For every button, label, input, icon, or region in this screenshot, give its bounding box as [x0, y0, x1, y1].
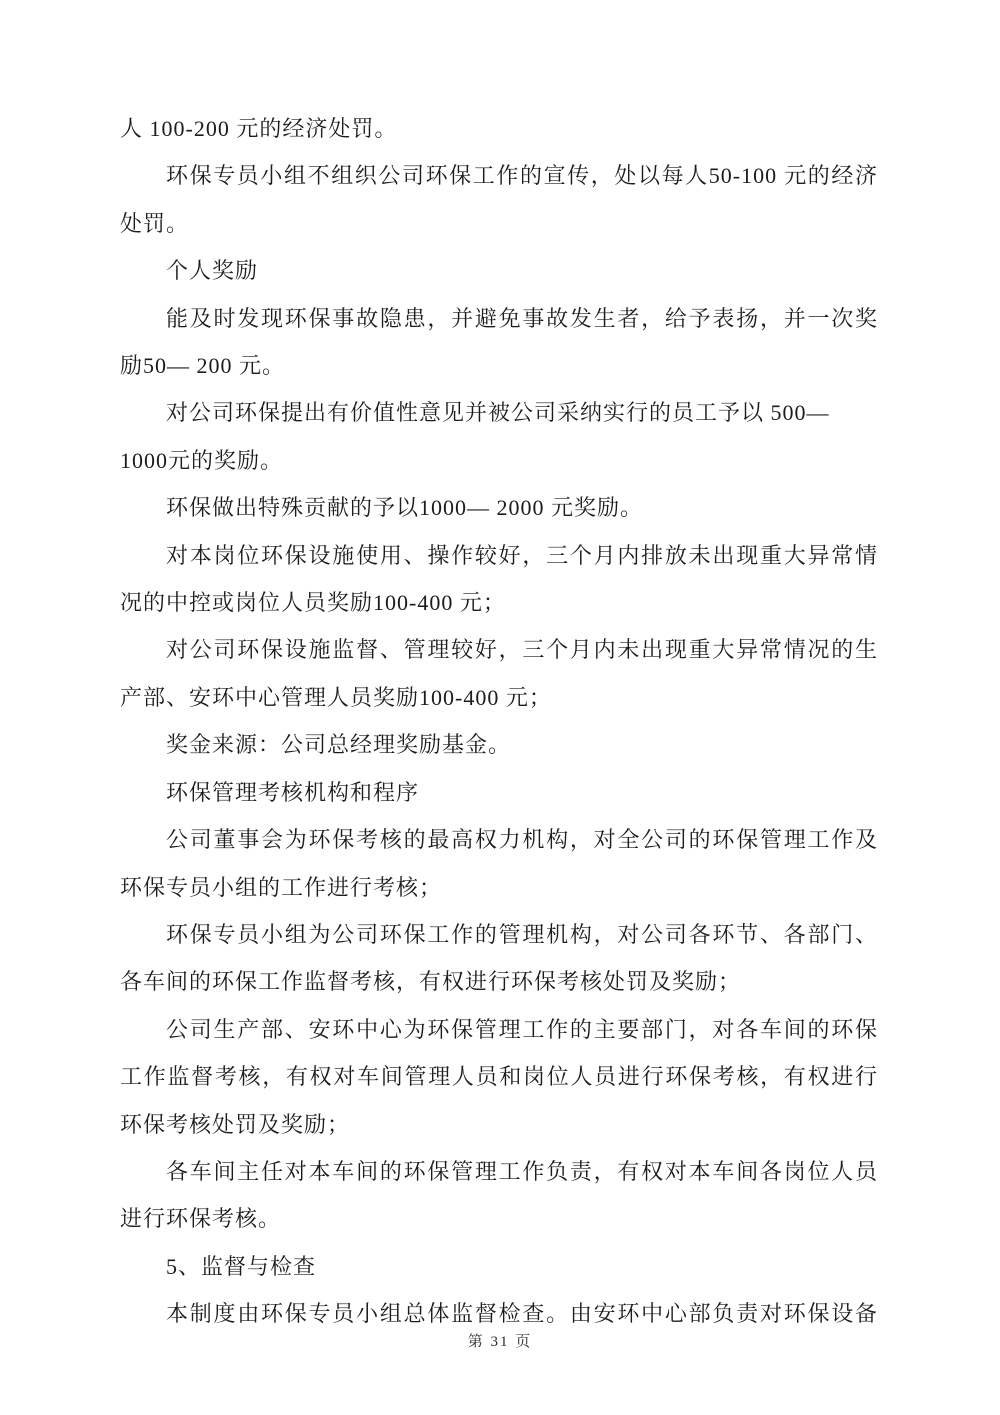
- document-body: [120, 105, 878, 1338]
- text-line: 处罚。: [120, 210, 190, 236]
- text-line: 各车间的环保工作监督考核，有权进行环保考核处罚及奖励；: [120, 969, 742, 995]
- text-line: 产部、安环中心管理人员奖励100-400 元；: [120, 684, 552, 710]
- text-line: 环保专员小组的工作进行考核；: [120, 874, 443, 900]
- page-number-footer: 第 31 页: [467, 1334, 533, 1350]
- text-line: 环保管理考核机构和程序: [166, 779, 420, 805]
- text-line: 公司董事会为环保考核的最高权力机构，对全公司的环保管理工作及: [166, 827, 878, 853]
- text-line: 对公司环保提出有价值性意见并被公司采纳实行的员工予以 500—: [166, 400, 830, 426]
- text-line: 工作监督考核，有权对车间管理人员和岗位人员进行环保考核，有权进行: [120, 1064, 878, 1090]
- text-line: 人 100-200 元的经济处罚。: [120, 116, 398, 141]
- text-line: 各车间主任对本车间的环保管理工作负责，有权对本车间各岗位人员: [166, 1158, 878, 1184]
- text-line: 况的中控或岗位人员奖励100-400 元；: [120, 590, 506, 616]
- text-line: 能及时发现环保事故隐患，并避免事故发生者，给予表扬，并一次奖: [166, 305, 878, 331]
- text-line: 个人奖励: [166, 258, 259, 284]
- text-line: 励50— 200 元。: [120, 353, 286, 379]
- text-line: 1000元的奖励。: [120, 447, 284, 473]
- text-line: 对本岗位环保设施使用、操作较好，三个月内排放未出现重大异常情: [166, 542, 878, 568]
- text-line: 进行环保考核。: [120, 1206, 282, 1232]
- text-line: 对公司环保设施监督、管理较好，三个月内未出现重大异常情况的生: [166, 637, 878, 663]
- text-line: 公司生产部、安环中心为环保管理工作的主要部门，对各车间的环保: [166, 1016, 878, 1042]
- text-line: 环保专员小组为公司环保工作的管理机构，对公司各环节、各部门、: [166, 921, 878, 947]
- text-line: 环保考核处罚及奖励；: [120, 1111, 351, 1137]
- text-line: 环保专员小组不组织公司环保工作的宣传，处以每人50-100 元的经济: [166, 163, 878, 189]
- text-line: 环保做出特殊贡献的予以1000— 2000 元奖励。: [166, 495, 644, 521]
- text-line: 本制度由环保专员小组总体监督检查。由安环中心部负责对环保设备: [166, 1301, 878, 1327]
- text-line: 奖金来源：公司总经理奖励基金。: [166, 732, 512, 758]
- text-line: 5、监督与检查: [166, 1253, 317, 1279]
